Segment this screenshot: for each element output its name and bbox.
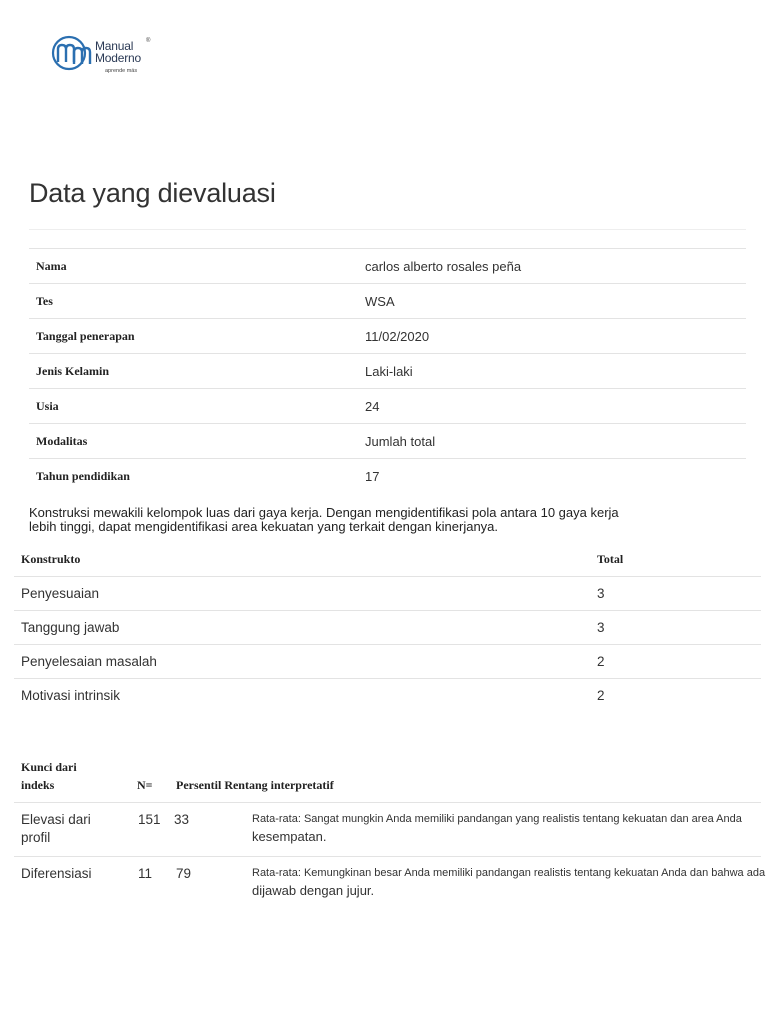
logo-tagline: aprende más <box>105 68 138 74</box>
index-table <box>14 756 766 909</box>
table-row <box>29 424 746 459</box>
table-row <box>29 249 746 284</box>
index-n: 151 <box>138 812 161 827</box>
table-row <box>14 857 766 909</box>
construct-name: Penyelesaian masalah <box>14 645 590 679</box>
table-header-row <box>14 756 761 803</box>
description-line-2: lebih tinggi, dapat mengidentifikasi area kekuatan yang terkait dengan kinerjanya. <box>29 519 499 534</box>
construct-total: 3 <box>590 577 761 611</box>
info-value: Laki-laki <box>365 354 746 389</box>
interpretation-line-1: Rata-rata: Kemungkinan besar Anda memiliki pandangan realistis tentang kekuatan Anda dan bahwa ada <box>252 867 766 879</box>
construct-total: 3 <box>590 611 761 645</box>
title-divider <box>29 229 746 230</box>
info-label: Usia <box>29 389 365 424</box>
table-row <box>14 611 761 645</box>
registered-mark: ® <box>146 38 151 44</box>
interpretation-line-1: Rata-rata: Sangat mungkin Anda memiliki pandangan yang realistis tentang kekuatan dan area Anda <box>252 813 742 825</box>
info-value: 24 <box>365 389 746 424</box>
logo-line-2: Moderno <box>95 51 141 65</box>
table-row <box>14 645 761 679</box>
constructs-description <box>29 506 629 534</box>
table-row <box>29 389 746 424</box>
manual-moderno-logo <box>50 34 160 78</box>
index-interpretation <box>252 865 766 901</box>
index-n: 11 <box>138 866 153 881</box>
table-header-row <box>14 543 761 577</box>
index-key-header-line-2: indeks <box>21 778 55 792</box>
info-label: Nama <box>29 249 365 284</box>
info-value: 11/02/2020 <box>365 319 746 354</box>
constructs-table <box>14 543 761 712</box>
total-column-header: Total <box>597 552 624 566</box>
construct-total: 2 <box>590 645 761 679</box>
construct-name: Motivasi intrinsik <box>14 679 590 713</box>
info-value: 17 <box>365 459 746 494</box>
table-row <box>29 284 746 319</box>
table-row <box>14 577 761 611</box>
info-value: WSA <box>365 284 746 319</box>
manual-moderno-logo-icon <box>50 34 92 74</box>
index-name: Diferensiasi <box>21 866 92 881</box>
construct-column-header: Konstrukto <box>21 552 81 566</box>
interpretation-line-2: dijawab dengan jujur. <box>252 883 375 898</box>
index-name: Elevasi dari profil <box>21 812 91 845</box>
construct-total: 2 <box>590 679 761 713</box>
index-interpretation <box>252 811 766 847</box>
construct-name: Tanggung jawab <box>14 611 590 645</box>
info-label: Tahun pendidikan <box>29 459 365 494</box>
evaluated-data-table <box>29 248 746 493</box>
table-row <box>14 803 761 857</box>
info-value: Jumlah total <box>365 424 746 459</box>
interpretation-line-2: kesempatan. <box>252 829 327 844</box>
logo-line-1: Manual <box>95 39 134 53</box>
index-percentile: 33 <box>174 812 190 827</box>
table-row <box>29 319 746 354</box>
table-row <box>29 354 746 389</box>
info-label: Jenis Kelamin <box>29 354 365 389</box>
info-value: carlos alberto rosales peña <box>365 249 746 284</box>
info-label: Tes <box>29 284 365 319</box>
info-label: Modalitas <box>29 424 365 459</box>
index-key-header-line-1: Kunci dari <box>21 760 77 774</box>
info-label: Tanggal penerapan <box>29 319 365 354</box>
table-row <box>29 459 746 494</box>
percentile-column-header: Persentil Rentang interpretatif <box>176 778 334 792</box>
page-title: Data yang dievaluasi <box>29 178 276 208</box>
index-percentile: 79 <box>176 866 192 881</box>
table-row <box>14 679 761 713</box>
description-line-1: Konstruksi mewakili kelompok luas dari gaya kerja. Dengan mengidentifikasi pola antara 10 gaya kerja <box>29 505 619 520</box>
n-column-header: N= <box>137 778 153 792</box>
construct-name: Penyesuaian <box>14 577 590 611</box>
